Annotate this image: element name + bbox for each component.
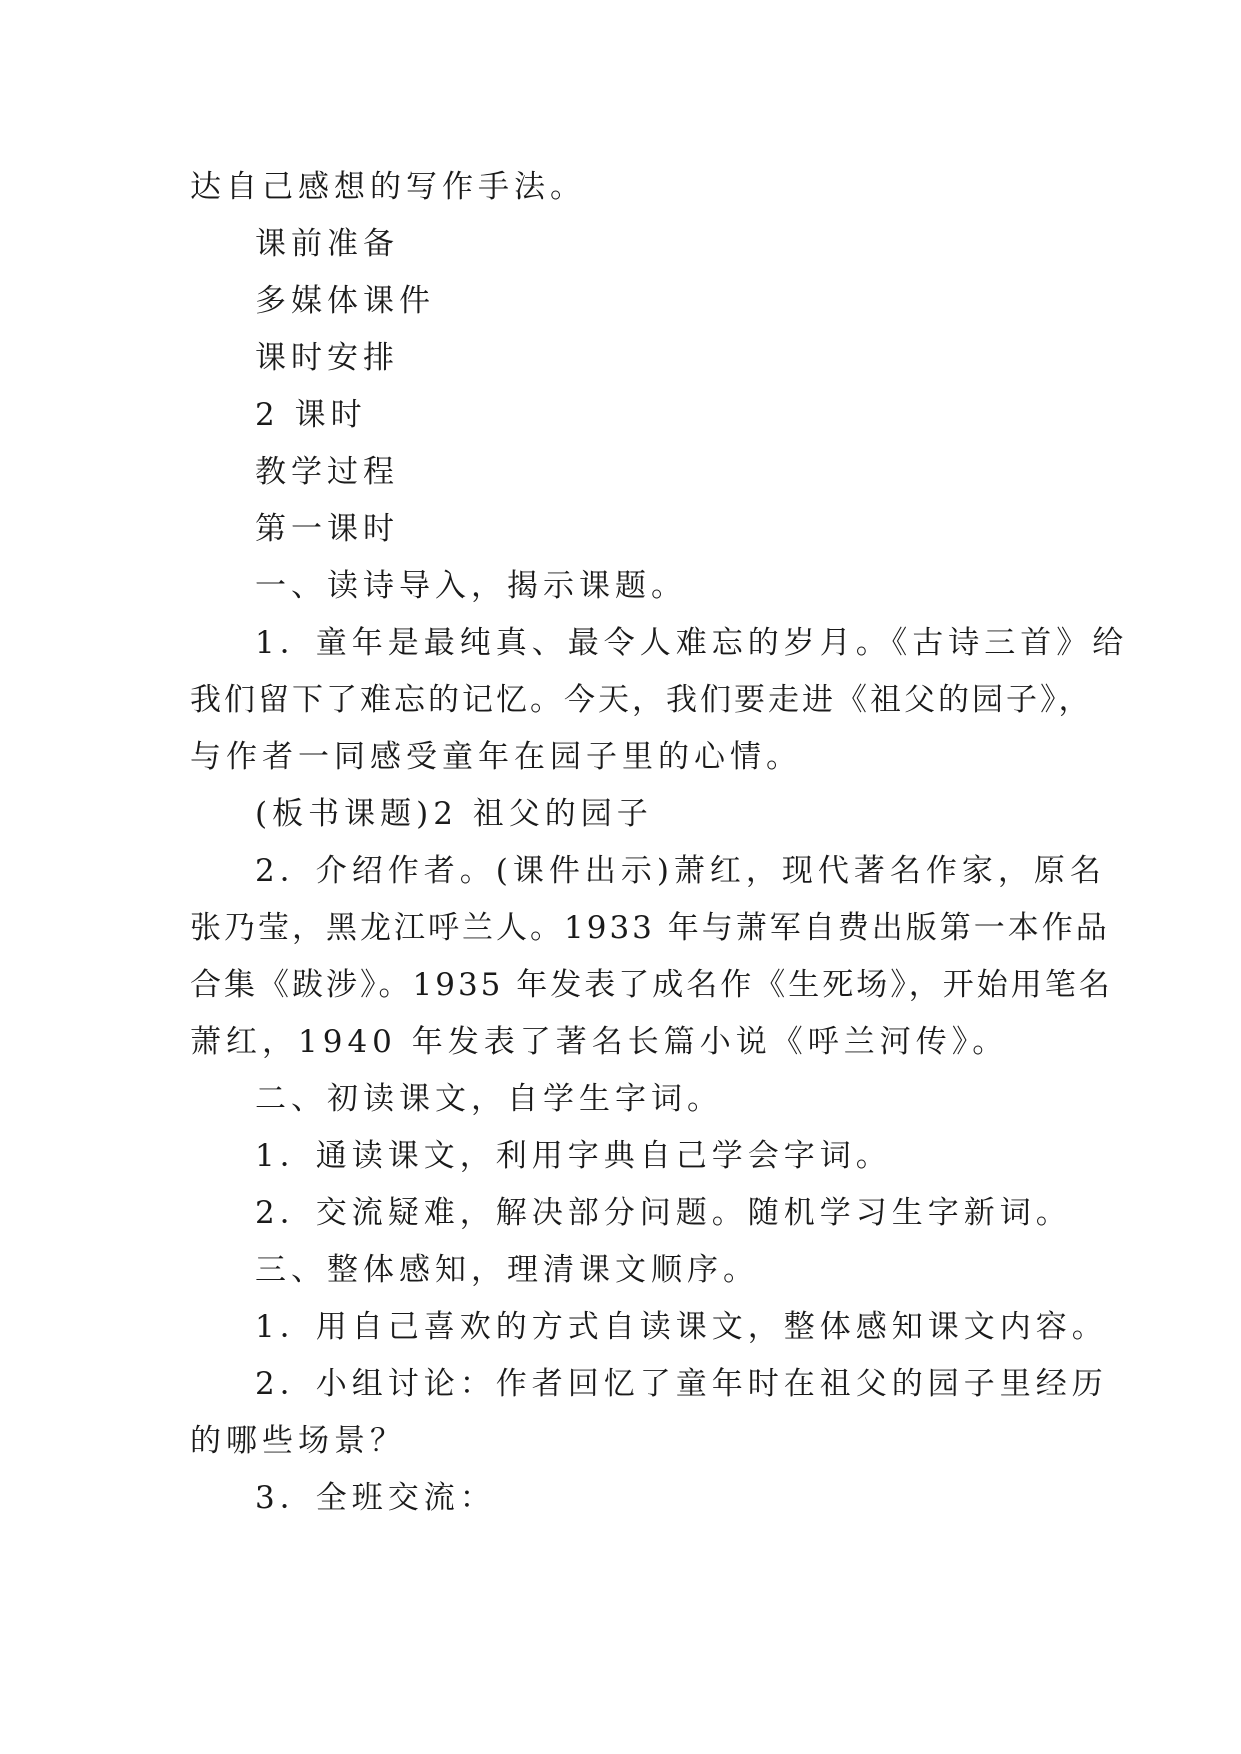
paragraph-line: 与作者一同感受童年在园子里的心情。 — [190, 739, 802, 775]
paragraph-line: 1．童年是最纯真、最令人难忘的岁月。《古诗三首》给 — [255, 625, 1129, 661]
paragraph-line: 1．通读课文，利用字典自己学会字词。 — [255, 1138, 892, 1174]
paragraph-line: 的哪些场景？ — [190, 1423, 406, 1459]
paragraph-line: 我们留下了难忘的记忆。今天，我们要走进《祖父的园子》， — [190, 682, 1093, 718]
paragraph-line: 萧红，1940 年发表了著名长篇小说《呼兰河传》。 — [190, 1024, 1009, 1060]
paragraph-line: 2．介绍作者。(课件出示)萧红，现代著名作家，原名 — [255, 853, 1106, 889]
paragraph-line: 1．用自己喜欢的方式自读课文，整体感知课文内容。 — [255, 1309, 1108, 1345]
heading-schedule: 课时安排 — [255, 340, 399, 376]
paragraph-line: 2．小组讨论：作者回忆了童年时在祖父的园子里经历 — [255, 1366, 1108, 1402]
heading-first-period: 第一课时 — [255, 511, 399, 547]
text-line: 多媒体课件 — [255, 283, 435, 319]
paragraph-line: 2．交流疑难，解决部分问题。随机学习生字新词。 — [255, 1195, 1072, 1231]
section-heading: 二、初读课文，自学生字词。 — [255, 1081, 723, 1117]
section-heading: 三、整体感知，理清课文顺序。 — [255, 1252, 759, 1288]
board-title-line: (板书课题)2 祖父的园子 — [255, 796, 653, 832]
text-line: 2 课时 — [255, 397, 367, 433]
section-heading: 一、读诗导入，揭示课题。 — [255, 568, 687, 604]
paragraph-line: 张乃莹，黑龙江呼兰人。1933 年与萧军自费出版第一本作品 — [190, 910, 1110, 946]
paragraph-line: 合集《跋涉》。1935 年发表了成名作《生死场》，开始用笔名 — [190, 967, 1113, 1003]
heading-lesson-prep: 课前准备 — [255, 226, 399, 262]
heading-teaching-process: 教学过程 — [255, 454, 399, 490]
text-line: 达自己感想的写作手法。 — [190, 169, 586, 205]
paragraph-line: 3．全班交流： — [255, 1480, 496, 1516]
